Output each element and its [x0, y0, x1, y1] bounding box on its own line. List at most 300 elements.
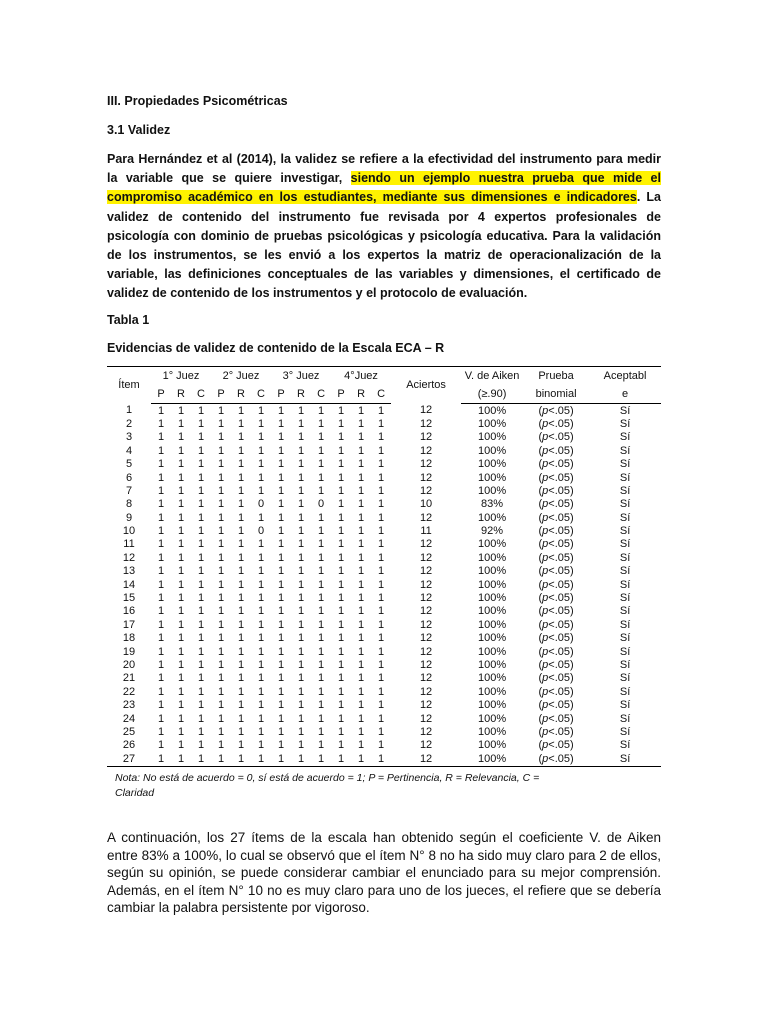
table-row — [107, 578, 661, 591]
aciertos-cell: 12 — [419, 658, 433, 671]
table-caption: Evidencias de validez de contenido de la Escala ECA – R — [107, 341, 445, 355]
aceptable-cell: Sí — [619, 645, 631, 658]
pvalue-p: p — [542, 712, 549, 725]
score-cell: 1 — [197, 484, 205, 497]
score-cell: 1 — [237, 632, 245, 645]
score-cell: 1 — [237, 578, 245, 591]
score-cell: 1 — [237, 431, 245, 444]
pvalue-cell — [523, 578, 589, 591]
pvalue-close: <.05) — [548, 605, 574, 618]
pvalue-open: ( — [538, 672, 543, 685]
table-row — [107, 471, 661, 484]
pvalue-cell — [523, 699, 589, 712]
score-cell: 1 — [217, 484, 225, 497]
aciertos-cell: 12 — [419, 712, 433, 725]
score-cell: 1 — [297, 525, 305, 538]
score-cell: 1 — [277, 484, 285, 497]
score-cell: 1 — [257, 471, 265, 484]
score-cell: 1 — [157, 565, 165, 578]
aceptable-cell: Sí — [619, 632, 631, 645]
header-c: C — [191, 385, 211, 404]
score-cell: 1 — [377, 417, 385, 430]
table-row — [107, 404, 661, 418]
score-cell: 1 — [337, 525, 345, 538]
aciertos-cell: 12 — [419, 618, 433, 631]
pvalue-open: ( — [538, 578, 543, 591]
score-cell: 1 — [237, 484, 245, 497]
score-cell: 1 — [337, 685, 345, 698]
header-r: R — [171, 385, 191, 404]
item-number: 26 — [122, 739, 136, 752]
table-header — [107, 367, 661, 404]
pvalue-p: p — [542, 658, 549, 671]
aiken-cell: 100% — [477, 632, 507, 645]
score-cell: 1 — [357, 632, 365, 645]
pvalue-p: p — [542, 632, 549, 645]
pvalue-close: <.05) — [548, 551, 574, 564]
pvalue-open: ( — [538, 658, 543, 671]
pvalue-close: <.05) — [548, 672, 574, 685]
score-cell: 1 — [377, 431, 385, 444]
score-cell: 1 — [377, 685, 385, 698]
aiken-cell: 100% — [477, 431, 507, 444]
score-cell: 1 — [217, 525, 225, 538]
score-cell: 1 — [237, 658, 245, 671]
score-cell: 1 — [197, 471, 205, 484]
score-cell: 1 — [357, 712, 365, 725]
aceptable-cell: Sí — [619, 672, 631, 685]
score-cell: 1 — [237, 511, 245, 524]
score-cell: 1 — [177, 739, 185, 752]
score-cell: 1 — [377, 592, 385, 605]
score-cell: 1 — [277, 605, 285, 618]
table-row — [107, 444, 661, 457]
header-prueba-binomial: binomial — [523, 385, 589, 404]
score-cell: 1 — [217, 605, 225, 618]
score-cell: 1 — [257, 632, 265, 645]
aiken-cell: 100% — [477, 444, 507, 457]
score-cell: 1 — [257, 565, 265, 578]
score-cell: 1 — [197, 685, 205, 698]
score-cell: 1 — [197, 632, 205, 645]
score-cell: 1 — [297, 431, 305, 444]
pvalue-cell — [523, 605, 589, 618]
score-cell: 1 — [277, 551, 285, 564]
aceptable-cell: Sí — [619, 511, 631, 524]
item-number: 7 — [125, 484, 133, 497]
pvalue-close: <.05) — [548, 565, 574, 578]
score-cell: 1 — [317, 592, 325, 605]
score-cell: 1 — [377, 511, 385, 524]
score-cell: 1 — [217, 471, 225, 484]
table-row — [107, 565, 661, 578]
aciertos-cell: 12 — [419, 484, 433, 497]
score-cell: 1 — [157, 712, 165, 725]
score-cell: 1 — [237, 498, 245, 511]
score-cell: 1 — [157, 458, 165, 471]
pvalue-open: ( — [538, 444, 543, 457]
pvalue-open: ( — [538, 592, 543, 605]
score-cell: 1 — [237, 645, 245, 658]
table-row — [107, 458, 661, 471]
header-p: P — [271, 385, 291, 404]
aciertos-cell: 12 — [419, 645, 433, 658]
score-cell: 1 — [251, 752, 271, 766]
pvalue-p: p — [542, 431, 549, 444]
score-cell: 1 — [197, 431, 205, 444]
item-number: 25 — [122, 725, 136, 738]
aciertos-cell: 12 — [419, 511, 433, 524]
score-cell: 1 — [357, 658, 365, 671]
conclusion-paragraph: A continuación, los 27 ítems de la escala han obtenido según el coeficiente V. de Aiken entre 83% a 100%, lo cual se observó que el ítem N° 8 no ha sido muy claro para 2 de ellos, según su opinión, se puede considerar cambiar el enunciado para su mejor comprensión. Además, en el ítem N° 10 no es muy claro para uno de los jueces, el refiere que se debería cambiar la palabra persistente por vigoroso. — [107, 830, 661, 915]
score-cell: 1 — [317, 658, 325, 671]
score-cell: 1 — [217, 458, 225, 471]
score-cell: 1 — [337, 484, 345, 497]
header-aceptable-end: e — [589, 385, 661, 404]
aiken-cell: 100% — [477, 417, 507, 430]
score-cell: 1 — [277, 471, 285, 484]
header-judge-1: 1° Juez — [151, 367, 211, 386]
score-cell: 1 — [277, 725, 285, 738]
score-cell: 1 — [257, 605, 265, 618]
aceptable-cell: Sí — [619, 725, 631, 738]
pvalue-open: ( — [538, 538, 543, 551]
pvalue-cell — [523, 404, 589, 418]
aciertos-cell: 12 — [419, 578, 433, 591]
table-row — [107, 538, 661, 551]
pvalue-cell — [523, 471, 589, 484]
item-number: 12 — [122, 551, 136, 564]
aiken-cell: 100% — [477, 618, 507, 631]
pvalue-p: p — [542, 592, 549, 605]
header-c: C — [371, 385, 391, 404]
score-cell: 1 — [217, 565, 225, 578]
score-cell: 1 — [257, 551, 265, 564]
table-row — [107, 632, 661, 645]
aceptable-cell: Sí — [619, 592, 631, 605]
score-cell: 1 — [317, 632, 325, 645]
score-cell: 1 — [297, 444, 305, 457]
score-cell: 1 — [317, 511, 325, 524]
score-cell: 1 — [357, 725, 365, 738]
intro-highlight: siendo un ejemplo nuestra prueba que mide el compromiso académico en los estudiantes, mediante sus dimensiones e indicadores — [107, 171, 661, 205]
score-cell: 1 — [237, 404, 245, 417]
aiken-cell: 100% — [477, 538, 507, 551]
item-number: 2 — [125, 417, 133, 430]
score-cell: 1 — [237, 538, 245, 551]
score-cell: 1 — [197, 658, 205, 671]
score-cell: 1 — [157, 605, 165, 618]
score-cell: 1 — [337, 551, 345, 564]
aceptable-cell: Sí — [619, 712, 631, 725]
table-note: Nota: No está de acuerdo = 0, sí está de acuerdo = 1; P = Pertinencia, R = Relevancia, C = Claridad — [115, 772, 540, 799]
score-cell: 1 — [177, 511, 185, 524]
score-cell: 1 — [177, 645, 185, 658]
score-cell: 1 — [317, 685, 325, 698]
score-cell: 1 — [191, 752, 211, 766]
score-cell: 1 — [277, 672, 285, 685]
pvalue-close: <.05) — [548, 592, 574, 605]
score-cell: 1 — [337, 592, 345, 605]
score-cell: 1 — [157, 484, 165, 497]
score-cell: 1 — [377, 404, 385, 417]
header-judge-3: 3° Juez — [271, 367, 331, 386]
aceptable-cell: Sí — [619, 471, 631, 484]
score-cell: 1 — [337, 538, 345, 551]
table-row — [107, 685, 661, 698]
score-cell: 1 — [237, 699, 245, 712]
score-cell: 1 — [317, 525, 325, 538]
item-number: 22 — [122, 685, 136, 698]
score-cell: 1 — [177, 672, 185, 685]
pvalue-cell — [523, 551, 589, 564]
pvalue-p: p — [542, 511, 549, 524]
score-cell: 1 — [297, 511, 305, 524]
header-r: R — [291, 385, 311, 404]
aceptable-cell: Sí — [589, 752, 661, 766]
score-cell: 1 — [297, 605, 305, 618]
table-row — [107, 618, 661, 631]
pvalue-close: <.05) — [548, 404, 574, 417]
score-cell: 0 — [257, 525, 265, 538]
score-cell: 1 — [337, 699, 345, 712]
score-cell: 1 — [297, 739, 305, 752]
aceptable-cell: Sí — [619, 739, 631, 752]
score-cell: 1 — [237, 592, 245, 605]
aiken-cell: 100% — [477, 592, 507, 605]
score-cell: 1 — [377, 699, 385, 712]
pvalue-cell — [523, 538, 589, 551]
header-r: R — [351, 385, 371, 404]
score-cell: 1 — [217, 551, 225, 564]
score-cell: 1 — [317, 471, 325, 484]
score-cell: 1 — [197, 417, 205, 430]
pvalue-cell — [523, 511, 589, 524]
pvalue-cell — [523, 458, 589, 471]
score-cell: 1 — [317, 578, 325, 591]
score-cell: 1 — [197, 672, 205, 685]
pvalue-cell — [523, 712, 589, 725]
item-number: 4 — [125, 444, 133, 457]
score-cell: 1 — [177, 592, 185, 605]
score-cell: 1 — [317, 458, 325, 471]
score-cell: 1 — [177, 404, 185, 417]
pvalue-cell — [523, 591, 589, 604]
score-cell: 1 — [357, 699, 365, 712]
pvalue-open: ( — [538, 565, 543, 578]
score-cell: 1 — [217, 578, 225, 591]
aceptable-cell: Sí — [619, 458, 631, 471]
score-cell: 1 — [237, 739, 245, 752]
score-cell: 1 — [277, 592, 285, 605]
score-cell: 1 — [337, 578, 345, 591]
score-cell: 1 — [237, 525, 245, 538]
pvalue-cell — [523, 645, 589, 658]
score-cell: 1 — [157, 498, 165, 511]
score-cell: 1 — [297, 725, 305, 738]
score-cell: 1 — [157, 739, 165, 752]
aiken-cell: 92% — [481, 525, 504, 538]
table-row — [107, 605, 661, 618]
score-cell: 1 — [297, 404, 305, 417]
score-cell: 1 — [337, 725, 345, 738]
score-cell: 1 — [357, 578, 365, 591]
score-cell: 1 — [297, 685, 305, 698]
header-prueba: Prueba — [523, 367, 589, 386]
header-judge-2: 2° Juez — [211, 367, 271, 386]
pvalue-p: p — [542, 565, 549, 578]
aciertos-cell: 12 — [419, 458, 433, 471]
score-cell: 1 — [257, 417, 265, 430]
header-p: P — [151, 385, 171, 404]
score-cell: 1 — [197, 712, 205, 725]
table-row — [107, 525, 661, 538]
pvalue-close: <.05) — [548, 725, 574, 738]
score-cell: 1 — [297, 592, 305, 605]
score-cell: 1 — [211, 752, 231, 766]
score-cell: 1 — [277, 565, 285, 578]
score-cell: 1 — [337, 739, 345, 752]
item-number: 18 — [122, 632, 136, 645]
score-cell: 1 — [237, 551, 245, 564]
aiken-cell: 100% — [477, 404, 507, 417]
pvalue-p: p — [542, 458, 549, 471]
score-cell: 1 — [157, 404, 165, 417]
item-number: 27 — [107, 752, 151, 766]
score-cell: 1 — [257, 739, 265, 752]
score-cell: 1 — [217, 511, 225, 524]
score-cell: 1 — [217, 645, 225, 658]
aiken-cell: 100% — [477, 672, 507, 685]
pvalue-close: <.05) — [548, 645, 574, 658]
item-number: 24 — [122, 712, 136, 725]
pvalue-open: ( — [538, 632, 543, 645]
aciertos-cell: 12 — [419, 538, 433, 551]
aceptable-cell: Sí — [619, 498, 631, 511]
pvalue-open: ( — [538, 551, 543, 564]
score-cell: 1 — [177, 699, 185, 712]
aceptable-cell: Sí — [619, 685, 631, 698]
aiken-cell: 100% — [477, 712, 507, 725]
intro-text-1: Para Hernández et al (2014), la validez se refiere a la efectividad del instrumento para medir la variable que se quiere investigar, — [107, 152, 661, 186]
score-cell: 1 — [357, 605, 365, 618]
score-cell: 1 — [317, 444, 325, 457]
pvalue-p: p — [542, 498, 549, 511]
pvalue-cell — [523, 498, 589, 511]
pvalue-p: p — [542, 752, 549, 765]
pvalue-open: ( — [538, 699, 543, 712]
aceptable-cell: Sí — [619, 551, 631, 564]
score-cell: 1 — [157, 525, 165, 538]
score-cell: 1 — [317, 551, 325, 564]
score-cell: 1 — [337, 511, 345, 524]
table-row — [107, 699, 661, 712]
header-c: C — [251, 385, 271, 404]
score-cell: 1 — [177, 484, 185, 497]
score-cell: 1 — [157, 658, 165, 671]
score-cell: 1 — [197, 498, 205, 511]
score-cell: 1 — [217, 404, 225, 417]
score-cell: 1 — [197, 565, 205, 578]
aciertos-cell: 11 — [420, 525, 432, 538]
item-number: 1 — [125, 404, 133, 417]
item-number: 9 — [125, 511, 133, 524]
score-cell: 1 — [357, 618, 365, 631]
score-cell: 1 — [177, 565, 185, 578]
score-cell: 1 — [177, 618, 185, 631]
score-cell: 1 — [271, 752, 291, 766]
score-cell: 1 — [317, 739, 325, 752]
score-cell: 1 — [377, 538, 385, 551]
score-cell: 1 — [377, 632, 385, 645]
pvalue-cell — [523, 685, 589, 698]
item-number: 15 — [122, 592, 136, 605]
score-cell: 1 — [337, 605, 345, 618]
score-cell: 1 — [377, 484, 385, 497]
pvalue-close: <.05) — [548, 525, 574, 538]
score-cell: 1 — [357, 511, 365, 524]
aiken-cell: 83% — [481, 498, 504, 511]
table-row — [107, 431, 661, 444]
score-cell: 1 — [297, 578, 305, 591]
aiken-cell: 100% — [477, 484, 507, 497]
header-item: Ítem — [107, 367, 151, 404]
pvalue-p: p — [542, 618, 549, 631]
pvalue-p: p — [542, 444, 549, 457]
validity-table — [107, 366, 661, 767]
aciertos-cell: 12 — [419, 632, 433, 645]
score-cell: 1 — [217, 632, 225, 645]
score-cell: 1 — [337, 458, 345, 471]
score-cell: 1 — [277, 444, 285, 457]
score-cell: 1 — [177, 431, 185, 444]
score-cell: 1 — [177, 417, 185, 430]
score-cell: 1 — [297, 471, 305, 484]
score-cell: 1 — [297, 672, 305, 685]
score-cell: 1 — [217, 417, 225, 430]
header-judge-4: 4°Juez — [331, 367, 391, 386]
score-cell: 1 — [257, 685, 265, 698]
score-cell: 1 — [357, 592, 365, 605]
score-cell: 1 — [257, 578, 265, 591]
score-cell: 1 — [197, 525, 205, 538]
pvalue-close: <.05) — [548, 498, 574, 511]
score-cell: 1 — [297, 551, 305, 564]
score-cell: 1 — [277, 498, 285, 511]
score-cell: 1 — [377, 525, 385, 538]
score-cell: 1 — [237, 458, 245, 471]
aceptable-cell: Sí — [619, 431, 631, 444]
aciertos-cell: 12 — [419, 551, 433, 564]
table-row — [107, 658, 661, 671]
score-cell: 1 — [257, 538, 265, 551]
pvalue-open: ( — [538, 511, 543, 524]
item-number: 5 — [125, 458, 133, 471]
pvalue-open: ( — [538, 752, 543, 765]
pvalue-p: p — [542, 417, 549, 430]
score-cell: 1 — [311, 752, 331, 766]
score-cell: 1 — [231, 752, 251, 766]
score-cell: 1 — [357, 565, 365, 578]
score-cell: 1 — [237, 605, 245, 618]
table-row — [107, 498, 661, 511]
pvalue-cell — [523, 525, 589, 538]
item-number: 23 — [122, 699, 136, 712]
aiken-cell: 100% — [477, 578, 507, 591]
pvalue-close: <.05) — [548, 618, 574, 631]
score-cell: 1 — [177, 525, 185, 538]
score-cell: 1 — [277, 417, 285, 430]
